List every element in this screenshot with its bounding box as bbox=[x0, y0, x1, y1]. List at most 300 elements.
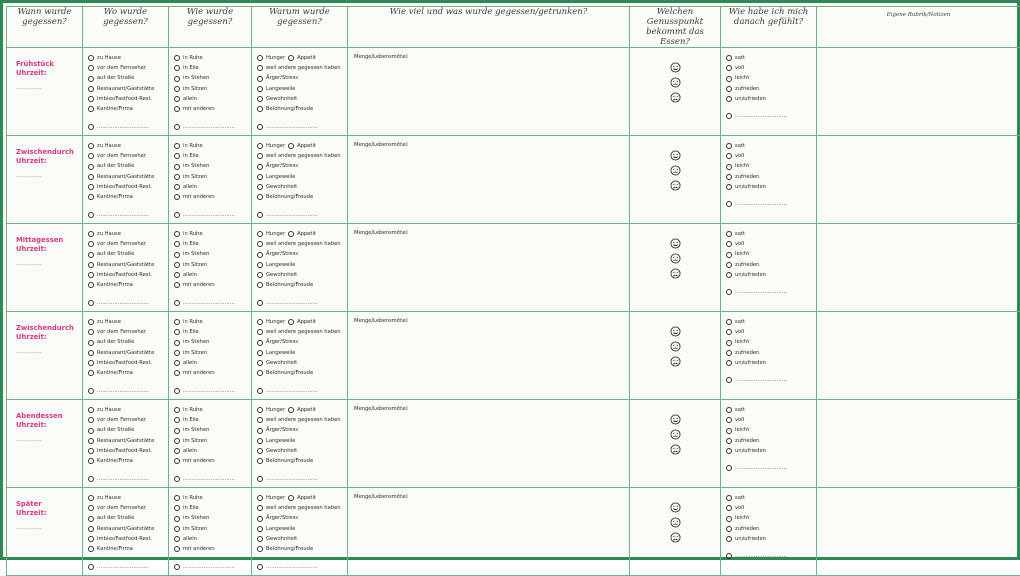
why-option[interactable] bbox=[257, 94, 347, 104]
radio-circle-icon bbox=[726, 438, 732, 444]
meal-name: Später bbox=[16, 500, 82, 509]
feeling-option-label: zufrieden bbox=[735, 84, 759, 94]
why-option[interactable] bbox=[257, 524, 347, 534]
feeling-option[interactable] bbox=[726, 337, 816, 347]
radio-circle-icon bbox=[257, 476, 263, 482]
notes-cell[interactable] bbox=[817, 312, 1020, 400]
why-other-field[interactable] bbox=[257, 212, 318, 218]
why-option-label: Gewohnheit bbox=[266, 358, 297, 368]
feeling-option[interactable] bbox=[726, 94, 816, 104]
why-option[interactable] bbox=[288, 53, 316, 63]
how-option[interactable] bbox=[174, 544, 251, 554]
why-option[interactable] bbox=[257, 436, 347, 446]
how-option[interactable] bbox=[174, 280, 251, 290]
why-option[interactable] bbox=[257, 270, 347, 280]
why-option[interactable] bbox=[257, 493, 285, 503]
feeling-option[interactable] bbox=[726, 249, 816, 259]
amount-cell[interactable] bbox=[348, 48, 630, 136]
how-option[interactable] bbox=[174, 425, 251, 435]
feeling-option[interactable] bbox=[726, 53, 816, 63]
smiley-sad-icon[interactable] bbox=[670, 444, 681, 455]
feeling-option[interactable] bbox=[726, 327, 816, 337]
how-option[interactable] bbox=[174, 493, 251, 503]
feeling-option[interactable] bbox=[726, 405, 816, 415]
why-option[interactable] bbox=[257, 425, 347, 435]
where-option[interactable] bbox=[88, 337, 168, 347]
smiley-happy-icon[interactable] bbox=[670, 238, 681, 249]
why-option[interactable] bbox=[257, 249, 347, 259]
smiley-sad-icon[interactable] bbox=[670, 180, 681, 191]
how-option[interactable] bbox=[174, 84, 251, 94]
where-option[interactable] bbox=[88, 368, 168, 378]
notes-cell[interactable] bbox=[817, 400, 1020, 488]
how-option-label: allein bbox=[183, 358, 197, 368]
radio-circle-icon bbox=[257, 407, 263, 413]
feeling-option-label: zufrieden bbox=[735, 348, 759, 358]
how-other-field[interactable] bbox=[174, 476, 235, 482]
smiley-sad-icon[interactable] bbox=[670, 356, 681, 367]
smiley-neutral-icon[interactable] bbox=[670, 429, 681, 440]
where-option[interactable] bbox=[88, 53, 168, 63]
feeling-option-label: satt bbox=[735, 493, 745, 503]
radio-circle-icon bbox=[88, 282, 94, 288]
how-option[interactable] bbox=[174, 348, 251, 358]
radio-circle-icon bbox=[257, 153, 263, 159]
how-option[interactable] bbox=[174, 358, 251, 368]
smiley-neutral-icon[interactable] bbox=[670, 341, 681, 352]
how-option-label: in Ruhe bbox=[183, 53, 203, 63]
radio-circle-icon bbox=[88, 241, 94, 247]
header-why: Warum wurde gegessen? bbox=[252, 7, 348, 48]
other-line: ………………………… bbox=[183, 212, 235, 218]
how-option[interactable] bbox=[174, 327, 251, 337]
why-option[interactable] bbox=[257, 513, 347, 523]
where-option[interactable] bbox=[88, 317, 168, 327]
why-option-label: Langeweile bbox=[266, 84, 295, 94]
meal-time-label: Uhrzeit: bbox=[16, 245, 82, 254]
how-option[interactable] bbox=[174, 503, 251, 513]
why-option[interactable] bbox=[257, 172, 347, 182]
where-option-label: Restaurant/Gaststätte bbox=[97, 84, 154, 94]
where-option[interactable] bbox=[88, 436, 168, 446]
feeling-option[interactable] bbox=[726, 63, 816, 73]
smiley-neutral-icon[interactable] bbox=[670, 517, 681, 528]
why-option[interactable] bbox=[288, 317, 316, 327]
feeling-option[interactable] bbox=[726, 229, 816, 239]
smiley-sad-icon[interactable] bbox=[670, 532, 681, 543]
why-option[interactable] bbox=[257, 260, 347, 270]
how-option[interactable] bbox=[174, 239, 251, 249]
where-option[interactable] bbox=[88, 161, 168, 171]
how-option[interactable] bbox=[174, 534, 251, 544]
where-option[interactable] bbox=[88, 446, 168, 456]
how-option[interactable] bbox=[174, 260, 251, 270]
meal-time-field[interactable]: ………… bbox=[16, 436, 82, 443]
amount-cell[interactable] bbox=[348, 224, 630, 312]
smiley-sad-icon[interactable] bbox=[670, 92, 681, 103]
where-option-label: Restaurant/Gaststätte bbox=[97, 436, 154, 446]
feeling-option[interactable] bbox=[726, 260, 816, 270]
why-option[interactable] bbox=[288, 141, 316, 151]
feeling-option[interactable] bbox=[726, 446, 816, 456]
meal-rows bbox=[7, 48, 1020, 576]
smiley-sad-icon[interactable] bbox=[670, 268, 681, 279]
where-option[interactable] bbox=[88, 249, 168, 259]
how-option-label: im Stehen bbox=[183, 73, 209, 83]
where-option[interactable] bbox=[88, 415, 168, 425]
meal-time-field[interactable]: ………… bbox=[16, 348, 82, 355]
feeling-other-field[interactable] bbox=[726, 289, 787, 295]
how-other-field[interactable] bbox=[174, 564, 235, 570]
other-line: ………………………… bbox=[735, 553, 787, 559]
notes-cell[interactable] bbox=[817, 224, 1020, 312]
radio-circle-icon bbox=[174, 262, 180, 268]
other-line: ………………………… bbox=[183, 564, 235, 570]
why-option[interactable] bbox=[257, 358, 347, 368]
where-option[interactable] bbox=[88, 513, 168, 523]
why-other-field[interactable] bbox=[257, 564, 318, 570]
radio-circle-icon bbox=[88, 153, 94, 159]
why-option[interactable] bbox=[257, 368, 347, 378]
how-option[interactable] bbox=[174, 151, 251, 161]
why-option[interactable] bbox=[257, 415, 347, 425]
how-option[interactable] bbox=[174, 53, 251, 63]
where-other-field[interactable] bbox=[88, 388, 149, 394]
where-option[interactable] bbox=[88, 94, 168, 104]
meal-time-field[interactable]: ………… bbox=[16, 172, 82, 179]
why-option[interactable] bbox=[257, 151, 347, 161]
where-option[interactable] bbox=[88, 327, 168, 337]
meal-name: Abendessen bbox=[16, 412, 82, 421]
feeling-other-field[interactable] bbox=[726, 113, 787, 119]
why-option-label: Belohnung/Freude bbox=[266, 544, 313, 554]
where-option[interactable] bbox=[88, 270, 168, 280]
feeling-option[interactable] bbox=[726, 348, 816, 358]
where-option-label: vor dem Fernseher bbox=[97, 63, 146, 73]
where-option[interactable] bbox=[88, 73, 168, 83]
radio-circle-icon bbox=[88, 164, 94, 170]
feeling-option[interactable] bbox=[726, 493, 816, 503]
radio-circle-icon bbox=[726, 428, 732, 434]
how-cell bbox=[169, 48, 252, 136]
where-option[interactable] bbox=[88, 358, 168, 368]
why-option[interactable] bbox=[257, 503, 347, 513]
feeling-option[interactable] bbox=[726, 534, 816, 544]
why-option[interactable] bbox=[257, 161, 347, 171]
where-option-label: zu Hause bbox=[97, 493, 121, 503]
radio-circle-icon bbox=[88, 428, 94, 434]
amount-cell[interactable] bbox=[348, 400, 630, 488]
feeling-option[interactable] bbox=[726, 436, 816, 446]
radio-circle-icon bbox=[726, 505, 732, 511]
where-option[interactable] bbox=[88, 141, 168, 151]
smiley-happy-icon[interactable] bbox=[670, 62, 681, 73]
where-option[interactable] bbox=[88, 456, 168, 466]
where-other-field[interactable] bbox=[88, 124, 149, 130]
feeling-option[interactable] bbox=[726, 513, 816, 523]
meal-time-field[interactable]: ………… bbox=[16, 260, 82, 267]
radio-circle-icon bbox=[88, 86, 94, 92]
feeling-option[interactable] bbox=[726, 425, 816, 435]
radio-circle-icon bbox=[174, 282, 180, 288]
feeling-option-label: unzufrieden bbox=[735, 534, 766, 544]
feeling-option-label: leicht bbox=[735, 161, 749, 171]
where-option-label: vor dem Fernseher bbox=[97, 327, 146, 337]
radio-circle-icon bbox=[174, 388, 180, 394]
radio-circle-icon bbox=[174, 516, 180, 522]
radio-circle-icon bbox=[726, 55, 732, 61]
feeling-option[interactable] bbox=[726, 161, 816, 171]
feeling-other-field[interactable] bbox=[726, 553, 787, 559]
why-option[interactable] bbox=[257, 53, 285, 63]
feeling-other-field[interactable] bbox=[726, 465, 787, 471]
where-option-label: Kantine/Firma bbox=[97, 192, 133, 202]
smiley-happy-icon[interactable] bbox=[670, 414, 681, 425]
feeling-option[interactable] bbox=[726, 182, 816, 192]
why-cell bbox=[252, 224, 348, 312]
how-option[interactable] bbox=[174, 172, 251, 182]
smiley-neutral-icon[interactable] bbox=[670, 165, 681, 176]
how-option-label: allein bbox=[183, 182, 197, 192]
meal-row bbox=[7, 48, 1020, 136]
why-option[interactable] bbox=[257, 182, 347, 192]
feeling-option[interactable] bbox=[726, 141, 816, 151]
radio-circle-icon bbox=[88, 438, 94, 444]
radio-circle-icon bbox=[257, 282, 263, 288]
why-option[interactable] bbox=[257, 73, 347, 83]
meal-name: Frühstück bbox=[16, 60, 82, 69]
where-other-field[interactable] bbox=[88, 476, 149, 482]
why-option[interactable] bbox=[257, 456, 347, 466]
header-row bbox=[7, 7, 1020, 48]
smiley-neutral-icon[interactable] bbox=[670, 253, 681, 264]
where-other-field[interactable] bbox=[88, 300, 149, 306]
why-option[interactable] bbox=[288, 405, 316, 415]
radio-circle-icon bbox=[88, 272, 94, 278]
why-option[interactable] bbox=[257, 63, 347, 73]
feeling-cell bbox=[721, 136, 817, 224]
why-option[interactable] bbox=[257, 141, 285, 151]
feeling-option[interactable] bbox=[726, 358, 816, 368]
notes-cell[interactable] bbox=[817, 48, 1020, 136]
how-option[interactable] bbox=[174, 192, 251, 202]
how-option[interactable] bbox=[174, 337, 251, 347]
how-other-field[interactable] bbox=[174, 300, 235, 306]
feeling-option-label: zufrieden bbox=[735, 436, 759, 446]
radio-circle-icon bbox=[726, 153, 732, 159]
why-cell bbox=[252, 488, 348, 576]
feeling-option-label: voll bbox=[735, 503, 744, 513]
where-option[interactable] bbox=[88, 172, 168, 182]
how-option[interactable] bbox=[174, 513, 251, 523]
how-option[interactable] bbox=[174, 446, 251, 456]
where-other-field[interactable] bbox=[88, 212, 149, 218]
radio-circle-icon bbox=[257, 184, 263, 190]
why-option[interactable] bbox=[257, 544, 347, 554]
where-option[interactable] bbox=[88, 260, 168, 270]
where-cell bbox=[83, 400, 169, 488]
meal-cell bbox=[7, 488, 83, 576]
radio-circle-icon bbox=[174, 55, 180, 61]
where-option[interactable] bbox=[88, 280, 168, 290]
radio-circle-icon bbox=[174, 272, 180, 278]
how-option[interactable] bbox=[174, 415, 251, 425]
radio-circle-icon bbox=[726, 329, 732, 335]
where-option[interactable] bbox=[88, 84, 168, 94]
where-option[interactable] bbox=[88, 544, 168, 554]
why-option[interactable] bbox=[257, 239, 347, 249]
why-option-label: Gewohnheit bbox=[266, 270, 297, 280]
how-option[interactable] bbox=[174, 161, 251, 171]
where-option[interactable] bbox=[88, 239, 168, 249]
feeling-option[interactable] bbox=[726, 73, 816, 83]
how-option[interactable] bbox=[174, 270, 251, 280]
how-other-field[interactable] bbox=[174, 212, 235, 218]
how-option[interactable] bbox=[174, 229, 251, 239]
amount-cell[interactable] bbox=[348, 312, 630, 400]
meal-time-label: Uhrzeit: bbox=[16, 157, 82, 166]
smiley-happy-icon[interactable] bbox=[670, 150, 681, 161]
why-option[interactable] bbox=[257, 446, 347, 456]
why-other-field[interactable] bbox=[257, 388, 318, 394]
smiley-neutral-icon[interactable] bbox=[670, 77, 681, 88]
where-option-label: Kantine/Firma bbox=[97, 456, 133, 466]
where-option[interactable] bbox=[88, 229, 168, 239]
notes-cell[interactable] bbox=[817, 136, 1020, 224]
where-option[interactable] bbox=[88, 182, 168, 192]
how-option[interactable] bbox=[174, 141, 251, 151]
how-option[interactable] bbox=[174, 405, 251, 415]
why-other-field[interactable] bbox=[257, 300, 318, 306]
where-option-label: Restaurant/Gaststätte bbox=[97, 260, 154, 270]
why-option[interactable] bbox=[288, 229, 316, 239]
feeling-other-field[interactable] bbox=[726, 201, 787, 207]
how-option[interactable] bbox=[174, 94, 251, 104]
other-line: ………………………… bbox=[97, 564, 149, 570]
why-option-label: Ärger/Stress bbox=[266, 513, 298, 523]
radio-circle-icon bbox=[174, 164, 180, 170]
where-option[interactable] bbox=[88, 405, 168, 415]
why-other-field[interactable] bbox=[257, 476, 318, 482]
radio-circle-icon bbox=[88, 124, 94, 130]
feeling-option[interactable] bbox=[726, 270, 816, 280]
radio-circle-icon bbox=[257, 438, 263, 444]
how-option-label: im Sitzen bbox=[183, 172, 207, 182]
how-option-label: mit anderen bbox=[183, 368, 215, 378]
where-option[interactable] bbox=[88, 348, 168, 358]
radio-circle-icon bbox=[174, 350, 180, 356]
why-option[interactable] bbox=[257, 192, 347, 202]
how-option[interactable] bbox=[174, 104, 251, 114]
why-option[interactable] bbox=[257, 280, 347, 290]
other-line: ………………………… bbox=[735, 465, 787, 471]
amount-cell[interactable] bbox=[348, 488, 630, 576]
where-option[interactable] bbox=[88, 534, 168, 544]
radio-circle-icon bbox=[88, 194, 94, 200]
amount-cell[interactable] bbox=[348, 136, 630, 224]
why-other-field[interactable] bbox=[257, 124, 318, 130]
meal-time-field[interactable]: ………… bbox=[16, 524, 82, 531]
radio-circle-icon bbox=[88, 360, 94, 366]
feeling-option[interactable] bbox=[726, 172, 816, 182]
other-line: ………………………… bbox=[266, 564, 318, 570]
how-option[interactable] bbox=[174, 368, 251, 378]
where-other-field[interactable] bbox=[88, 564, 149, 570]
header-notes: Eigene Rubrik/Notizen bbox=[817, 7, 1020, 48]
radio-circle-icon bbox=[257, 505, 263, 511]
notes-cell[interactable] bbox=[817, 488, 1020, 576]
how-option[interactable] bbox=[174, 63, 251, 73]
where-option-label: Imbiss/Fastfood-Rest. bbox=[97, 270, 152, 280]
radio-circle-icon bbox=[726, 174, 732, 180]
how-option[interactable] bbox=[174, 73, 251, 83]
where-option-label: Kantine/Firma bbox=[97, 368, 133, 378]
why-option[interactable] bbox=[257, 84, 347, 94]
feeling-option[interactable] bbox=[726, 84, 816, 94]
where-cell bbox=[83, 224, 169, 312]
radio-circle-icon bbox=[288, 407, 294, 413]
how-other-field[interactable] bbox=[174, 124, 235, 130]
where-cell bbox=[83, 136, 169, 224]
radio-circle-icon bbox=[726, 536, 732, 542]
how-option-label: in Eile bbox=[183, 239, 199, 249]
where-option[interactable] bbox=[88, 493, 168, 503]
why-option[interactable] bbox=[257, 317, 285, 327]
why-option[interactable] bbox=[257, 337, 347, 347]
where-option[interactable] bbox=[88, 524, 168, 534]
enjoy-cell bbox=[630, 488, 721, 576]
where-option[interactable] bbox=[88, 104, 168, 114]
why-option[interactable] bbox=[288, 493, 316, 503]
why-option-pair bbox=[257, 141, 347, 151]
smiley-happy-icon[interactable] bbox=[670, 326, 681, 337]
feeling-option[interactable] bbox=[726, 151, 816, 161]
feeling-option-label: unzufrieden bbox=[735, 270, 766, 280]
where-option[interactable] bbox=[88, 425, 168, 435]
how-option[interactable] bbox=[174, 436, 251, 446]
where-option[interactable] bbox=[88, 192, 168, 202]
feeling-option[interactable] bbox=[726, 503, 816, 513]
other-line: ………………………… bbox=[183, 124, 235, 130]
feeling-other-field[interactable] bbox=[726, 377, 787, 383]
why-option[interactable] bbox=[257, 405, 285, 415]
feeling-option[interactable] bbox=[726, 524, 816, 534]
where-option[interactable] bbox=[88, 63, 168, 73]
how-option[interactable] bbox=[174, 524, 251, 534]
smiley-happy-icon[interactable] bbox=[670, 502, 681, 513]
why-option[interactable] bbox=[257, 348, 347, 358]
how-option[interactable] bbox=[174, 317, 251, 327]
where-option[interactable] bbox=[88, 503, 168, 513]
meal-time-field[interactable]: ………… bbox=[16, 84, 82, 91]
radio-circle-icon bbox=[726, 262, 732, 268]
feeling-option[interactable] bbox=[726, 317, 816, 327]
why-option[interactable] bbox=[257, 104, 347, 114]
how-other-field[interactable] bbox=[174, 388, 235, 394]
why-option[interactable] bbox=[257, 327, 347, 337]
where-option[interactable] bbox=[88, 151, 168, 161]
feeling-option[interactable] bbox=[726, 239, 816, 249]
how-option-label: im Stehen bbox=[183, 161, 209, 171]
feeling-option[interactable] bbox=[726, 415, 816, 425]
why-option[interactable] bbox=[257, 229, 285, 239]
how-option[interactable] bbox=[174, 456, 251, 466]
radio-circle-icon bbox=[174, 536, 180, 542]
how-option[interactable] bbox=[174, 182, 251, 192]
why-option[interactable] bbox=[257, 534, 347, 544]
how-option[interactable] bbox=[174, 249, 251, 259]
feeling-cell bbox=[721, 400, 817, 488]
